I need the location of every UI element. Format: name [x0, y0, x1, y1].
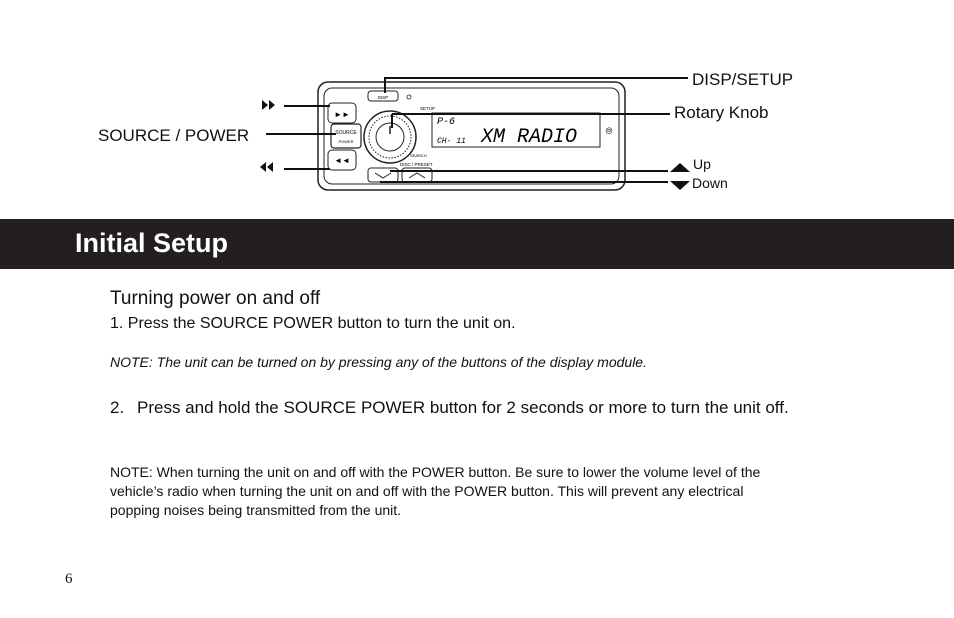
rewind-icon-2	[267, 162, 273, 172]
ff-button-glyph: ►►	[334, 110, 350, 119]
step-1: 1. Press the SOURCE POWER button to turn the unit on.	[110, 315, 516, 332]
section-heading: Turning power on and off	[110, 288, 321, 309]
page-number: 6	[65, 571, 73, 587]
disp-button-text: DISP	[377, 95, 389, 100]
fast-forward-icon-2	[269, 100, 275, 110]
note-1: NOTE: The unit can be turned on by pressing any of the buttons of the display module.	[110, 354, 647, 370]
lcd-main-text: XM RADIO	[481, 126, 578, 149]
source-power-button[interactable]	[331, 124, 361, 148]
step-2-text: Press and hold the SOURCE POWER button for 2 seconds or more to turn the unit off.	[137, 398, 789, 417]
source-power-label: SOURCE / POWER	[98, 126, 250, 145]
up-label: Up	[693, 156, 711, 172]
lcd-preset: P-6	[437, 117, 456, 128]
disc-preset-text: DISC / PRESET	[400, 162, 433, 167]
note-2: NOTE: When turning the unit on and off with the POWER button. Be sure to lower the volume level of the vehicle’s radio when turning the unit on and off with the POWER button. This will prevent any electrical popping noises being transmitted from the unit.	[110, 464, 761, 518]
section-banner	[0, 219, 954, 269]
head-unit-diagram	[0, 0, 954, 210]
setup-text: SETUP	[420, 106, 436, 111]
banner-title: Initial Setup	[75, 228, 229, 258]
power-text: POWER	[338, 139, 354, 144]
xm-logo: ⦾	[605, 126, 613, 136]
up-arrow-icon	[670, 163, 690, 172]
rew-button-glyph: ◄◄	[334, 156, 350, 165]
source-text: SOURCE	[335, 130, 357, 136]
lcd-channel: CH- 11	[437, 137, 466, 146]
disp-setup-label: DISP/SETUP	[692, 70, 794, 89]
search-text: SEARCH	[410, 153, 427, 158]
down-arrow-icon	[670, 181, 690, 190]
step-2-number: 2.	[110, 398, 125, 417]
rewind-icon	[260, 162, 266, 172]
fast-forward-icon	[262, 100, 268, 110]
step-2	[110, 396, 810, 419]
down-label: Down	[692, 175, 728, 191]
rotary-knob-label: Rotary Knob	[674, 103, 769, 122]
